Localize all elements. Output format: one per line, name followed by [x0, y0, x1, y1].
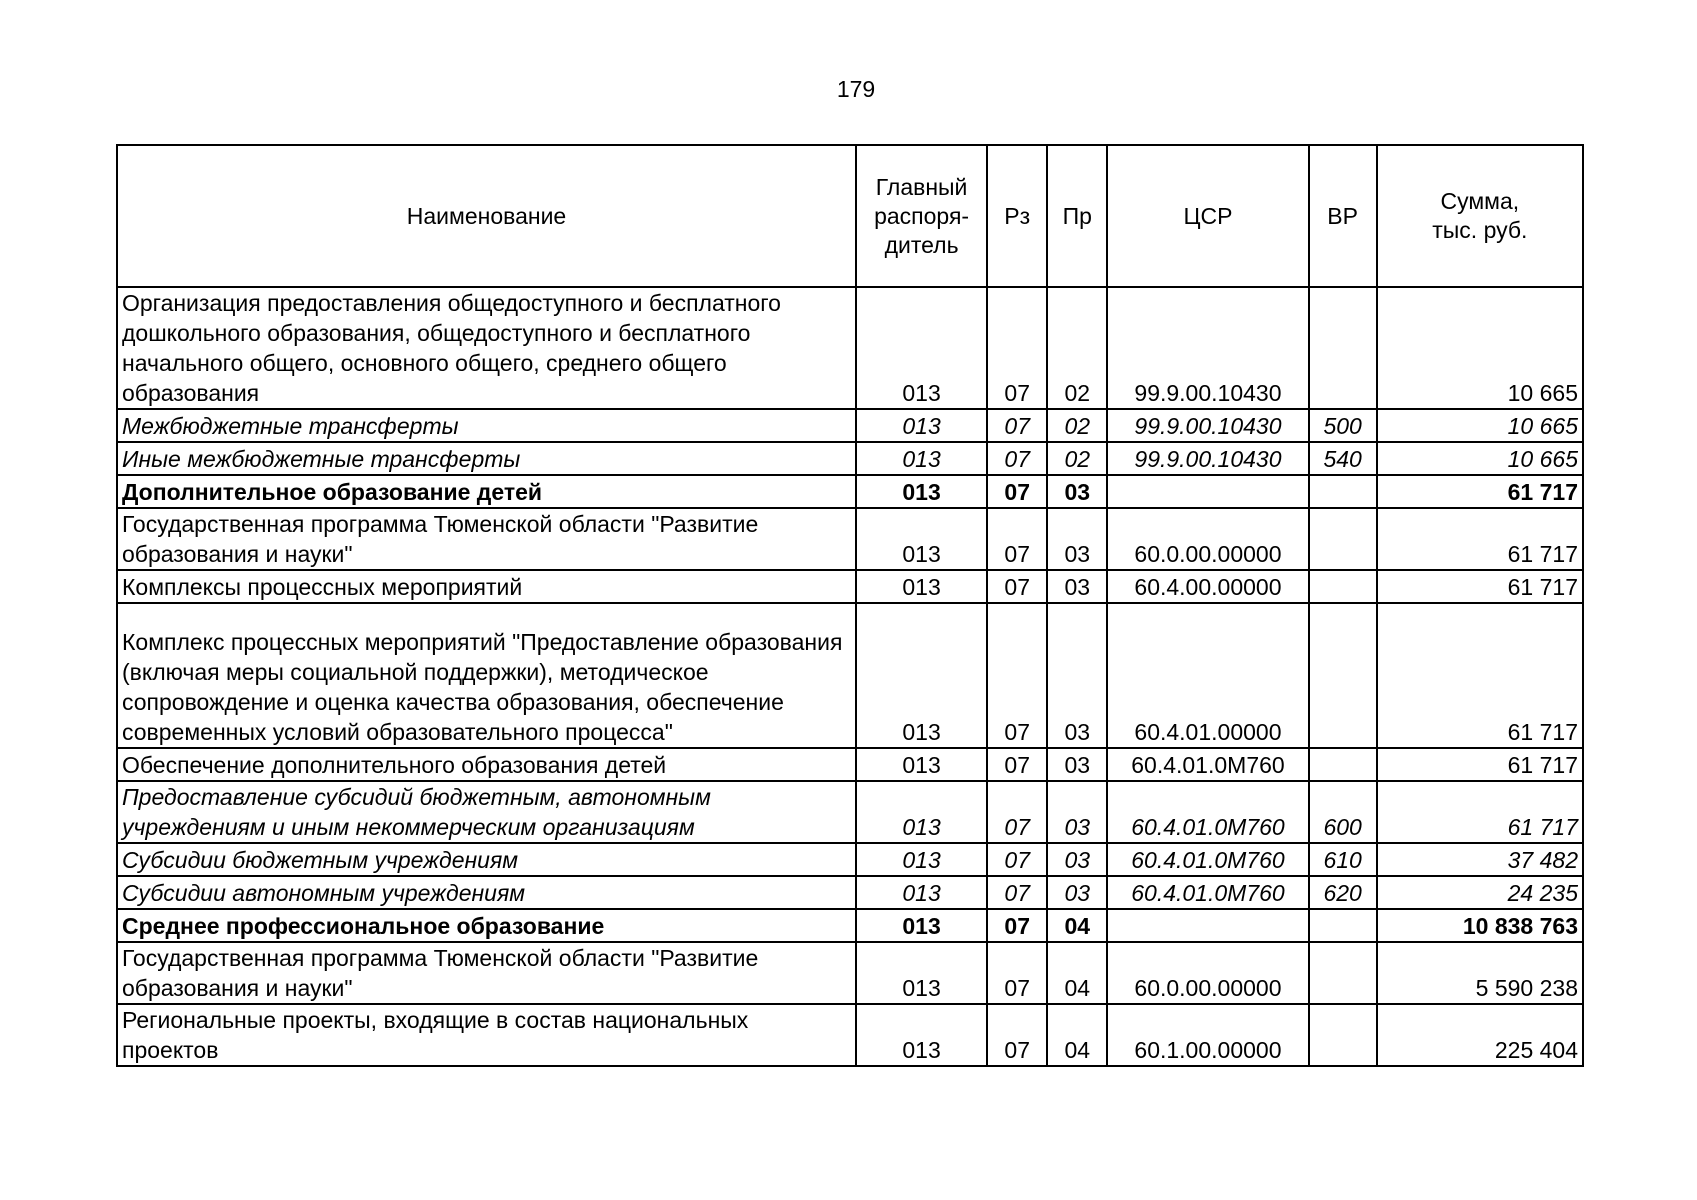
row-section: 07 — [987, 748, 1047, 781]
row-name: Комплексы процессных мероприятий — [117, 570, 856, 603]
header-subsection: Пр — [1047, 145, 1107, 287]
row-section: 07 — [987, 781, 1047, 843]
row-target-article: 99.9.00.10430 — [1107, 287, 1308, 409]
row-expense-type: 540 — [1309, 442, 1377, 475]
row-name: Организация предоставления общедоступного и бесплатного дошкольного образования, общедоступного и бесплатного начального общего, основного общего, среднего общего образования — [117, 287, 856, 409]
row-main-manager: 013 — [856, 442, 987, 475]
row-section: 07 — [987, 876, 1047, 909]
row-name: Среднее профессиональное образование — [117, 909, 856, 942]
row-expense-type — [1309, 475, 1377, 508]
row-name: Предоставление субсидий бюджетным, автономным учреждениям и иным некоммерческим организациям — [117, 781, 856, 843]
table-row — [117, 508, 1583, 570]
row-subsection: 03 — [1047, 603, 1107, 748]
table-row — [117, 603, 1583, 748]
row-main-manager: 013 — [856, 287, 987, 409]
row-subsection: 02 — [1047, 442, 1107, 475]
row-subsection: 03 — [1047, 781, 1107, 843]
row-expense-type — [1309, 909, 1377, 942]
row-sum: 225 404 — [1377, 1004, 1583, 1066]
row-name: Государственная программа Тюменской области "Развитие образования и науки" — [117, 942, 856, 1004]
table-row — [117, 942, 1583, 1004]
table-row — [117, 409, 1583, 442]
row-main-manager: 013 — [856, 1004, 987, 1066]
row-expense-type: 610 — [1309, 843, 1377, 876]
row-subsection: 04 — [1047, 909, 1107, 942]
page-number: 179 — [836, 76, 876, 102]
table-row — [117, 748, 1583, 781]
table-row — [117, 843, 1583, 876]
table-row — [117, 442, 1583, 475]
row-subsection: 04 — [1047, 1004, 1107, 1066]
row-name: Региональные проекты, входящие в состав национальных проектов — [117, 1004, 856, 1066]
row-name: Субсидии автономным учреждениям — [117, 876, 856, 909]
row-name: Обеспечение дополнительного образования детей — [117, 748, 856, 781]
row-expense-type — [1309, 287, 1377, 409]
row-name: Дополнительное образование детей — [117, 475, 856, 508]
row-sum: 10 838 763 — [1377, 909, 1583, 942]
row-expense-type — [1309, 603, 1377, 748]
row-section: 07 — [987, 287, 1047, 409]
row-target-article — [1107, 475, 1308, 508]
row-target-article: 60.4.01.0М760 — [1107, 843, 1308, 876]
row-main-manager: 013 — [856, 876, 987, 909]
row-sum: 61 717 — [1377, 603, 1583, 748]
row-target-article: 60.0.00.00000 — [1107, 508, 1308, 570]
row-expense-type: 620 — [1309, 876, 1377, 909]
row-section: 07 — [987, 508, 1047, 570]
row-subsection: 03 — [1047, 475, 1107, 508]
row-subsection: 04 — [1047, 942, 1107, 1004]
header-sum: Сумма, тыс. руб. — [1377, 145, 1583, 287]
row-section: 07 — [987, 1004, 1047, 1066]
row-target-article: 99.9.00.10430 — [1107, 409, 1308, 442]
table-row — [117, 876, 1583, 909]
row-target-article — [1107, 909, 1308, 942]
row-target-article: 60.1.00.00000 — [1107, 1004, 1308, 1066]
header-expense-type: ВР — [1309, 145, 1377, 287]
row-name: Государственная программа Тюменской области "Развитие образования и науки" — [117, 508, 856, 570]
row-name: Комплекс процессных мероприятий "Предоставление образования (включая меры социальной поддержки), методическое сопровождение и оценка качества образования, обеспечение современных условий образовательного процесса" — [117, 603, 856, 748]
row-main-manager: 013 — [856, 508, 987, 570]
row-main-manager: 013 — [856, 781, 987, 843]
row-target-article: 60.4.01.00000 — [1107, 603, 1308, 748]
row-sum: 61 717 — [1377, 508, 1583, 570]
row-section: 07 — [987, 442, 1047, 475]
row-name: Субсидии бюджетным учреждениям — [117, 843, 856, 876]
row-name: Иные межбюджетные трансферты — [117, 442, 856, 475]
row-sum: 24 235 — [1377, 876, 1583, 909]
header-name: Наименование — [117, 145, 856, 287]
row-subsection: 02 — [1047, 287, 1107, 409]
row-target-article: 60.0.00.00000 — [1107, 942, 1308, 1004]
row-section: 07 — [987, 570, 1047, 603]
table-row — [117, 781, 1583, 843]
row-expense-type — [1309, 748, 1377, 781]
row-main-manager: 013 — [856, 942, 987, 1004]
header-main-manager: Главный распоря- дитель — [856, 145, 987, 287]
table-row — [117, 1004, 1583, 1066]
table-row — [117, 475, 1583, 508]
row-subsection: 03 — [1047, 876, 1107, 909]
row-name: Межбюджетные трансферты — [117, 409, 856, 442]
row-main-manager: 013 — [856, 843, 987, 876]
row-section: 07 — [987, 843, 1047, 876]
row-sum: 10 665 — [1377, 409, 1583, 442]
row-subsection: 02 — [1047, 409, 1107, 442]
row-subsection: 03 — [1047, 570, 1107, 603]
row-section: 07 — [987, 475, 1047, 508]
row-target-article: 60.4.01.0М760 — [1107, 748, 1308, 781]
row-sum: 61 717 — [1377, 570, 1583, 603]
table-body — [117, 287, 1583, 1066]
header-target-article: ЦСР — [1107, 145, 1308, 287]
row-main-manager: 013 — [856, 475, 987, 508]
row-expense-type — [1309, 942, 1377, 1004]
row-main-manager: 013 — [856, 748, 987, 781]
row-target-article: 60.4.01.0М760 — [1107, 781, 1308, 843]
row-sum: 61 717 — [1377, 475, 1583, 508]
table-row — [117, 570, 1583, 603]
row-main-manager: 013 — [856, 603, 987, 748]
header-section: Рз — [987, 145, 1047, 287]
row-expense-type — [1309, 508, 1377, 570]
row-main-manager: 013 — [856, 409, 987, 442]
row-section: 07 — [987, 409, 1047, 442]
row-target-article: 60.4.00.00000 — [1107, 570, 1308, 603]
row-expense-type: 500 — [1309, 409, 1377, 442]
row-sum: 61 717 — [1377, 748, 1583, 781]
row-sum: 10 665 — [1377, 442, 1583, 475]
budget-table — [116, 144, 1584, 1067]
row-section: 07 — [987, 942, 1047, 1004]
table-row — [117, 909, 1583, 942]
row-sum: 37 482 — [1377, 843, 1583, 876]
row-target-article: 60.4.01.0М760 — [1107, 876, 1308, 909]
row-subsection: 03 — [1047, 843, 1107, 876]
row-sum: 10 665 — [1377, 287, 1583, 409]
row-expense-type — [1309, 1004, 1377, 1066]
row-expense-type — [1309, 570, 1377, 603]
table-header-row — [117, 145, 1583, 287]
row-main-manager: 013 — [856, 570, 987, 603]
row-subsection: 03 — [1047, 508, 1107, 570]
row-section: 07 — [987, 603, 1047, 748]
row-subsection: 03 — [1047, 748, 1107, 781]
row-sum: 5 590 238 — [1377, 942, 1583, 1004]
row-section: 07 — [987, 909, 1047, 942]
row-expense-type: 600 — [1309, 781, 1377, 843]
table-row — [117, 287, 1583, 409]
row-sum: 61 717 — [1377, 781, 1583, 843]
row-main-manager: 013 — [856, 909, 987, 942]
row-target-article: 99.9.00.10430 — [1107, 442, 1308, 475]
